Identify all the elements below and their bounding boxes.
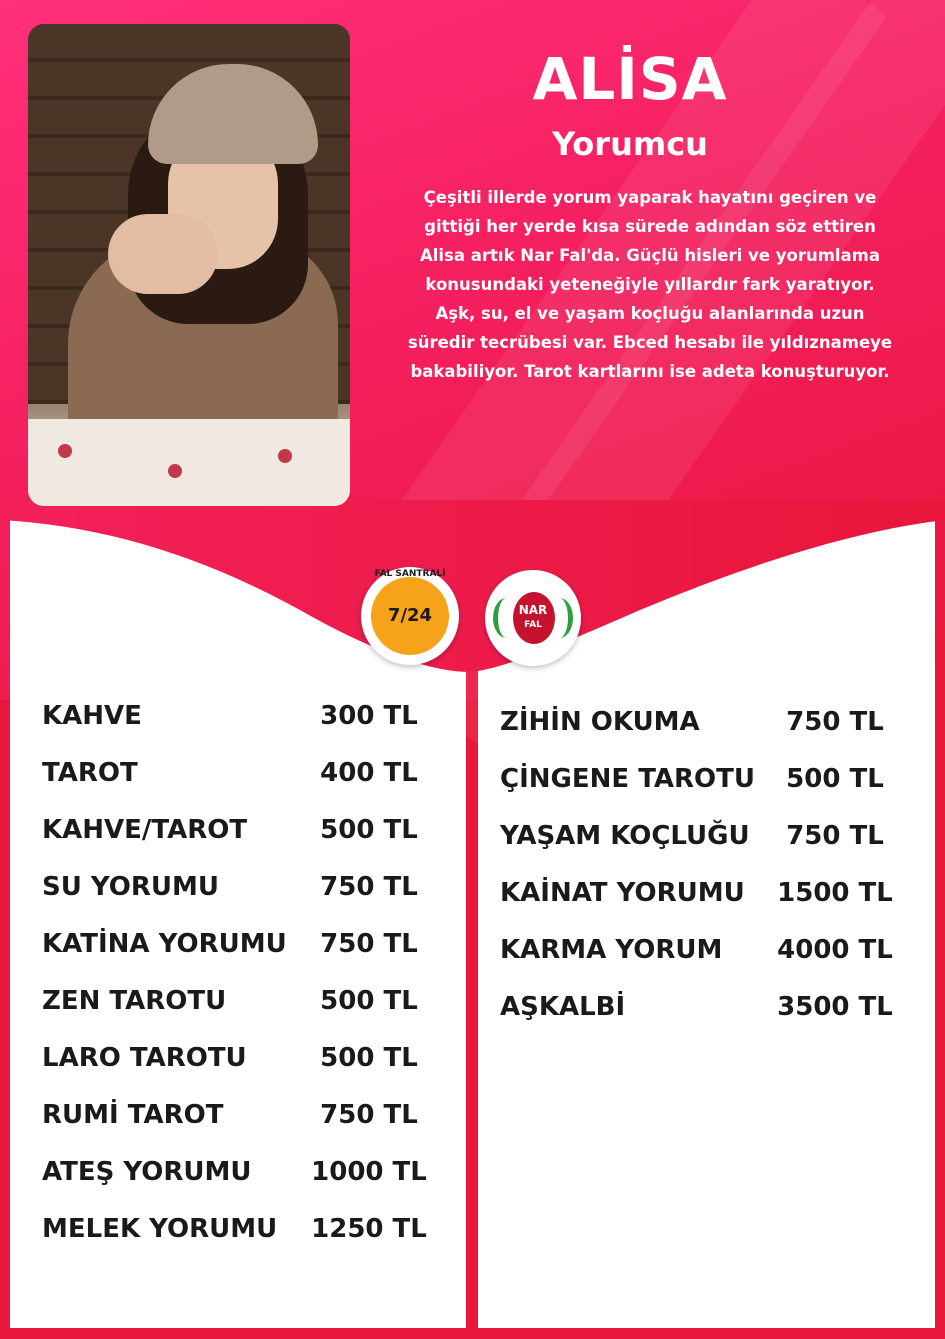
fal-santrali-badge: [361, 567, 459, 665]
service-name: KARMA YORUM: [500, 935, 723, 965]
service-price: 750 TL: [320, 1100, 418, 1130]
profile-name: ALİSA: [532, 45, 728, 113]
service-price: 750 TL: [786, 821, 884, 851]
service-price: 400 TL: [320, 758, 418, 788]
service-name: ZEN TAROTU: [42, 986, 227, 1016]
service-name: RUMİ TAROT: [42, 1100, 224, 1130]
bio-line: bakabiliyor. Tarot kartlarını ise adeta konuşturuyor.: [410, 362, 890, 381]
service-price: 1250 TL: [311, 1214, 427, 1244]
service-name: ÇİNGENE TAROTU: [500, 764, 755, 794]
service-name: LARO TAROTU: [42, 1043, 247, 1073]
service-price: 3500 TL: [777, 992, 893, 1022]
fal-santrali-hours: 7/24: [387, 605, 433, 626]
photo-table: [28, 419, 350, 506]
photo-flower: [278, 449, 292, 463]
bio-line: gittiği her yerde kısa sürede adından söz ettiren: [424, 217, 876, 236]
service-name: KAHVE/TAROT: [42, 815, 248, 845]
pomegranate-icon: [513, 592, 555, 644]
service-name: AŞKALBİ: [500, 992, 626, 1022]
service-price: 1500 TL: [777, 878, 893, 908]
nar-fal-line1: NAR: [518, 603, 548, 617]
nar-fal-line2: FAL: [524, 620, 542, 630]
service-price: 300 TL: [320, 701, 418, 731]
service-name: MELEK YORUMU: [42, 1214, 278, 1244]
photo-hands: [108, 214, 218, 294]
nar-fal-logo: [485, 570, 581, 666]
service-price: 750 TL: [320, 872, 418, 902]
service-name: KATİNA YORUMU: [42, 929, 287, 959]
header-wave: [0, 500, 945, 700]
profile-role: Yorumcu: [552, 125, 708, 163]
bio-line: Alisa artık Nar Fal'da. Güçlü hisleri ve yorumlama: [419, 246, 881, 265]
bio-line: konusundaki yeteneğiyle yıllardır fark yaratıyor.: [425, 275, 875, 294]
service-name: ATEŞ YORUMU: [42, 1157, 252, 1187]
service-price: 500 TL: [320, 1043, 418, 1073]
service-price: 500 TL: [320, 815, 418, 845]
profile-photo: [28, 24, 350, 506]
service-price: 750 TL: [320, 929, 418, 959]
profile-bio: [390, 183, 910, 386]
service-name: KAİNAT YORUMU: [500, 878, 745, 908]
service-price: 1000 TL: [311, 1157, 427, 1187]
bio-line: Aşk, su, el ve yaşam koçluğu alanlarında uzun: [435, 304, 865, 323]
service-name: SU YORUMU: [42, 872, 220, 902]
bio-line: Çeşitli illerde yorum yaparak hayatını geçiren ve: [423, 188, 877, 207]
fal-santrali-title: FAL SANTRALİ: [374, 569, 446, 579]
service-price: 750 TL: [786, 707, 884, 737]
service-name: TAROT: [42, 758, 138, 788]
service-price: 4000 TL: [777, 935, 893, 965]
bio-line: süredir tecrübesi var. Ebced hesabı ile yıldıznameye: [407, 333, 893, 352]
service-name: YAŞAM KOÇLUĞU: [500, 821, 750, 851]
photo-flower: [58, 444, 72, 458]
service-price: 500 TL: [320, 986, 418, 1016]
service-price: 500 TL: [786, 764, 884, 794]
service-name: ZİHİN OKUMA: [500, 707, 700, 737]
service-name: KAHVE: [42, 701, 142, 731]
photo-flower: [168, 464, 182, 478]
